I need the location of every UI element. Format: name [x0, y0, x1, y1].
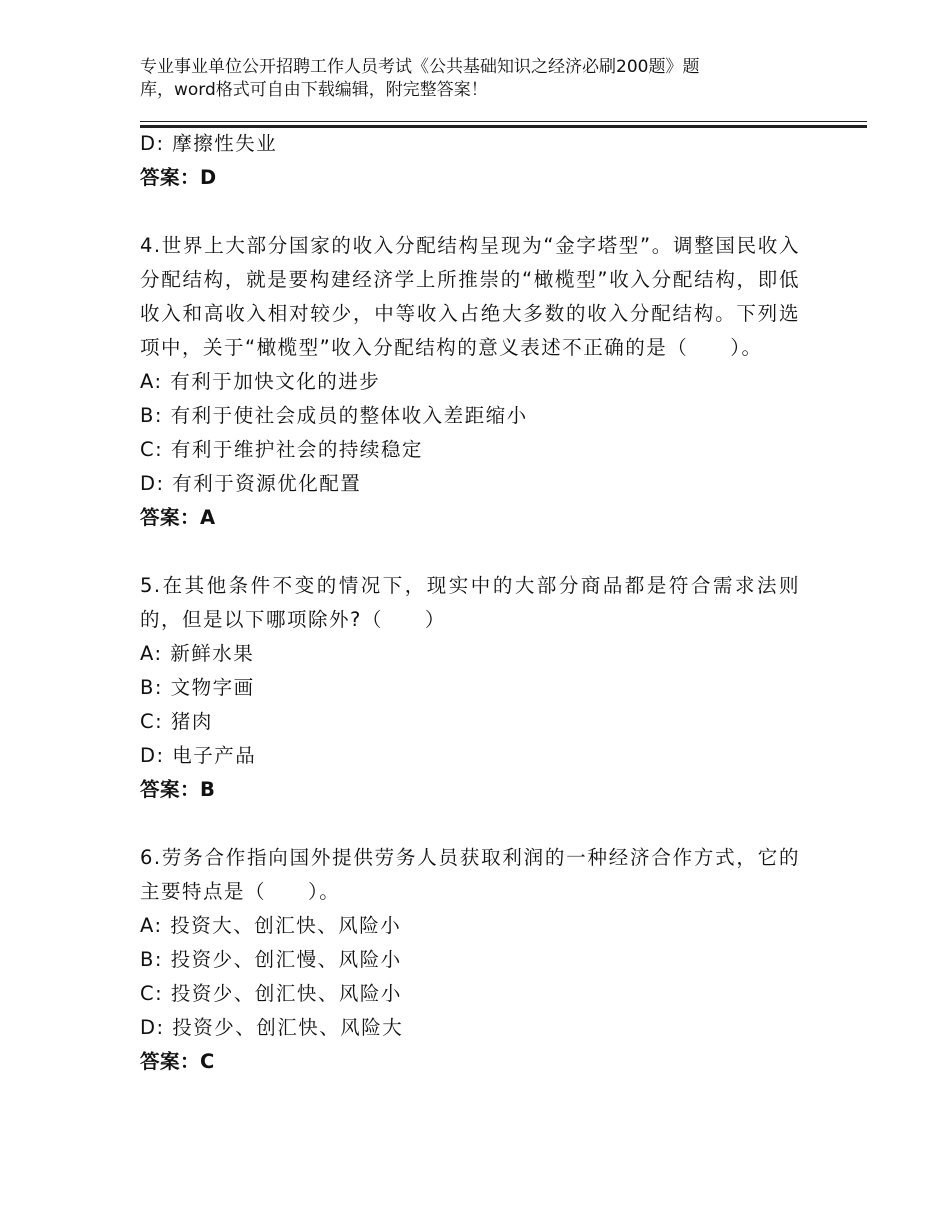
answer-line: 答案：D	[140, 166, 217, 189]
spacer	[140, 535, 800, 569]
document-body	[140, 127, 800, 1079]
option-b: B: 有利于使社会成员的整体收入差距缩小	[140, 404, 528, 427]
question-stem: 5.在其他条件不变的情况下，现实中的大部分商品都是符合需求法则的，但是以下哪项除外?（ ）	[140, 574, 800, 631]
option-a: A: 投资大、创汇快、风险小	[140, 914, 402, 937]
option-d: D: 投资少、创汇快、风险大	[140, 1016, 404, 1039]
spacer	[140, 195, 800, 229]
option-c: C: 猪肉	[140, 710, 213, 733]
option-a: A: 有利于加快文化的进步	[140, 370, 381, 393]
header-title-line-1: 专业事业单位公开招聘工作人员考试《公共基础知识之经济必刷200题》题	[140, 57, 700, 77]
option-a: A: 新鲜水果	[140, 642, 255, 665]
option-d: D: 有利于资源优化配置	[140, 472, 362, 495]
question-stem: 6.劳务合作指向国外提供劳务人员获取利润的一种经济合作方式，它的主要特点是（ ）。	[140, 846, 800, 903]
option-b: B: 文物字画	[140, 676, 255, 699]
answer-line: 答案：B	[140, 778, 216, 801]
header-divider-thin	[140, 121, 867, 122]
option-d: D: 电子产品	[140, 744, 257, 767]
answer-line: 答案：A	[140, 506, 216, 529]
answer-line: 答案：C	[140, 1050, 215, 1073]
option-d: D: 摩擦性失业	[140, 132, 278, 155]
question-4	[140, 229, 800, 535]
previous-question-tail	[140, 127, 800, 195]
spacer	[140, 807, 800, 841]
option-b: B: 投资少、创汇慢、风险小	[140, 948, 402, 971]
question-stem: 4.世界上大部分国家的收入分配结构呈现为“金字塔型”。调整国民收入分配结构，就是要构建经济学上所推崇的“橄榄型”收入分配结构，即低收入和高收入相对较少，中等收入占绝大多数的收入分配结构。下列选项中，关于“橄榄型”收入分配结构的意义表述不正确的是（ ）。	[140, 234, 800, 359]
document-header	[140, 56, 780, 102]
question-5	[140, 569, 800, 807]
option-c: C: 有利于维护社会的持续稳定	[140, 438, 423, 461]
header-title-line-2: 库，word格式可自由下载编辑，附完整答案！	[140, 80, 488, 100]
option-c: C: 投资少、创汇快、风险小	[140, 982, 402, 1005]
question-6	[140, 841, 800, 1079]
